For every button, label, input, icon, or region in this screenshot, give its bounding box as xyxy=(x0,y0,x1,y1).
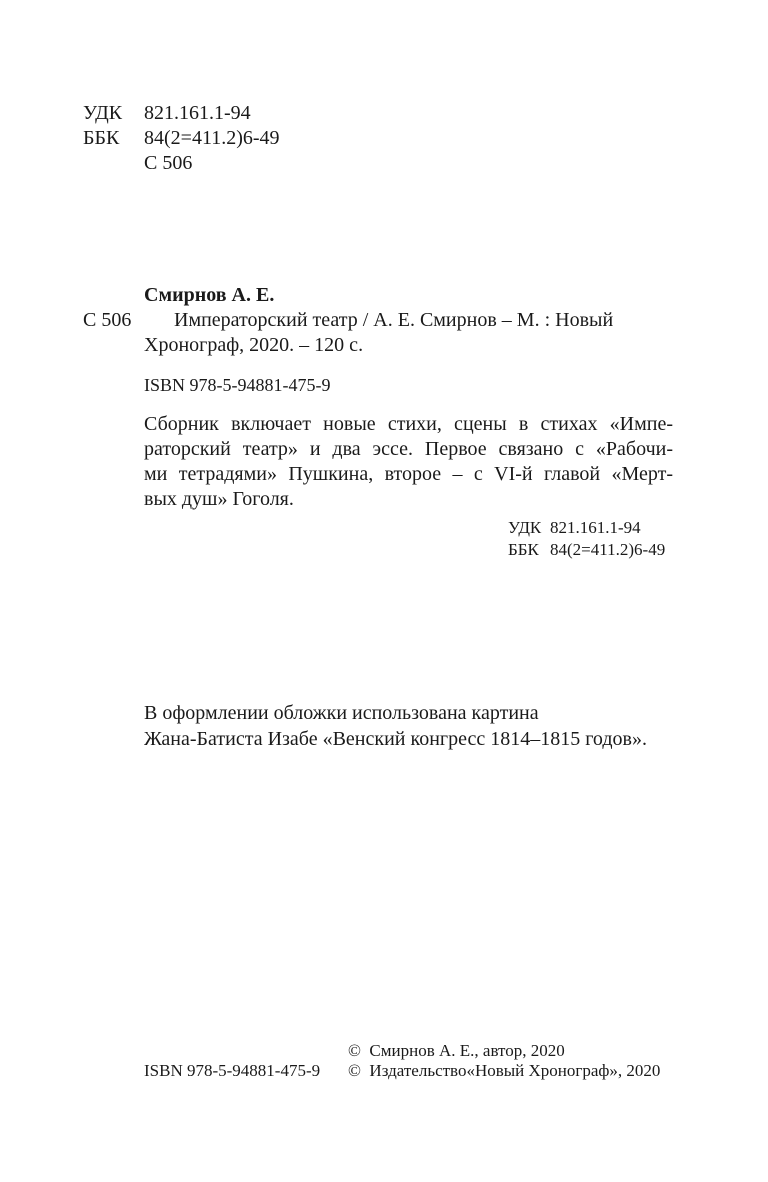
card-title-line-2: Хронограф, 2020. – 120 с. xyxy=(144,334,364,356)
udk-value: 821.161.1-94 xyxy=(144,102,251,124)
card-author-mark: С 506 xyxy=(83,309,132,331)
bbk-label: ББК xyxy=(83,127,120,149)
card-bbk-value: 84(2=411.2)6-49 xyxy=(550,540,666,559)
card-udk-label: УДК xyxy=(508,518,542,537)
card-isbn: ISBN 978-5-94881-475-9 xyxy=(144,375,331,395)
card-title-line-1: Императорский театр / А. Е. Смирнов – М. : Новый xyxy=(174,309,614,331)
footer-isbn: ISBN 978-5-94881-475-9 xyxy=(144,1061,321,1080)
copyright-author: © Смирнов А. Е., автор, 2020 xyxy=(348,1041,565,1060)
udk-label: УДК xyxy=(83,102,123,124)
annotation-line: раторский театр» и два эссе. Первое связано с «Рабочи- xyxy=(144,438,673,460)
annotation-line: вых душ» Гоголя. xyxy=(144,488,294,510)
bbk-value: 84(2=411.2)6-49 xyxy=(144,127,280,149)
cover-note-line-2: Жана-Батиста Изабе «Венский конгресс 1814–1815 годов». xyxy=(144,728,647,750)
cover-note-line-1: В оформлении обложки использована картина xyxy=(144,702,539,724)
copyright-publisher: © Издательство«Новый Хронограф», 2020 xyxy=(348,1061,661,1080)
annotation-line: ми тетрадями» Пушкина, второе – с VI-й главой «Мерт- xyxy=(144,463,673,485)
card-bbk-label: ББК xyxy=(508,540,539,559)
author-mark: С 506 xyxy=(144,152,193,174)
annotation xyxy=(144,412,673,512)
annotation-line: Сборник включает новые стихи, сцены в стихах «Импе- xyxy=(144,413,673,435)
author-heading: Смирнов А. Е. xyxy=(144,284,275,306)
card-udk-value: 821.161.1-94 xyxy=(550,518,641,537)
